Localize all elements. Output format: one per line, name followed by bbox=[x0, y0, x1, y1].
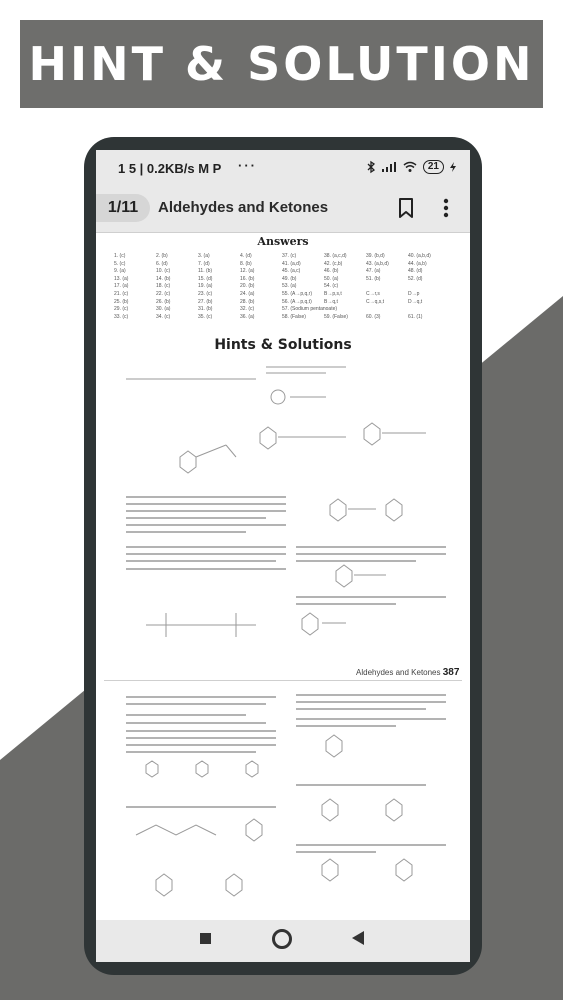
battery-icon: 21 bbox=[423, 160, 444, 174]
table-cell: 8. (b) bbox=[240, 260, 252, 267]
solutions-page-content bbox=[96, 357, 470, 667]
status-icons bbox=[367, 160, 456, 174]
table-cell: 35. (c) bbox=[198, 313, 213, 320]
table-row bbox=[114, 268, 454, 276]
table-cell: 29. (c) bbox=[114, 306, 129, 313]
table-cell: 33. (c) bbox=[114, 313, 129, 320]
table-cell: 24. (a) bbox=[240, 290, 255, 297]
page-indicator[interactable]: 1/11 bbox=[96, 194, 150, 222]
table-cell: 57. (Sodium pentanoate) bbox=[282, 306, 338, 313]
table-cell: 31. (b) bbox=[198, 306, 213, 313]
table-cell: 58. (False) bbox=[282, 313, 306, 320]
document-title: Aldehydes and Ketones bbox=[158, 199, 329, 216]
table-cell: C→r,s bbox=[366, 290, 380, 297]
table-cell: 2. (b) bbox=[156, 253, 168, 259]
table-cell: 3. (a) bbox=[198, 253, 210, 259]
table-cell: 32. (c) bbox=[240, 306, 255, 313]
table-cell: 39. (b,d) bbox=[366, 253, 385, 259]
back-button[interactable] bbox=[352, 931, 364, 945]
table-row bbox=[114, 291, 454, 299]
table-cell: 9. (a) bbox=[114, 268, 126, 275]
status-bar bbox=[96, 150, 470, 188]
table-cell bbox=[408, 306, 450, 314]
table-row bbox=[114, 276, 454, 284]
table-cell: 41. (a,d) bbox=[282, 260, 301, 267]
table-cell: D→p bbox=[408, 290, 420, 297]
bluetooth-icon bbox=[367, 161, 375, 173]
table-cell bbox=[366, 283, 408, 291]
table-row bbox=[114, 253, 454, 261]
table-cell: 23. (c) bbox=[198, 290, 213, 297]
table-cell: B→q,t bbox=[324, 298, 338, 305]
table-cell: C→q,s,t bbox=[366, 298, 385, 305]
table-cell: 50. (a) bbox=[324, 275, 339, 282]
table-cell: D→q,t bbox=[408, 298, 423, 305]
status-network-speed: 1 5 | 0.2KB/s M P bbox=[118, 161, 222, 176]
table-row bbox=[114, 299, 454, 307]
table-cell: 7. (d) bbox=[198, 260, 210, 267]
status-overflow-dots: ··· bbox=[238, 158, 257, 173]
table-row bbox=[114, 314, 454, 322]
android-nav-bar bbox=[96, 920, 470, 962]
table-cell: 56. (A→p,q,t) bbox=[282, 298, 312, 305]
banner-title: HINT & SOLUTION bbox=[28, 37, 535, 91]
table-cell: 48. (d) bbox=[408, 268, 423, 275]
table-cell: 25. (b) bbox=[114, 298, 129, 305]
table-cell: 18. (c) bbox=[156, 283, 171, 290]
table-cell: 15. (d) bbox=[198, 275, 213, 282]
table-cell: 40. (a,b,d) bbox=[408, 253, 431, 259]
table-cell: 5. (c) bbox=[114, 260, 126, 267]
table-cell: 1. (c) bbox=[114, 253, 126, 259]
charging-icon bbox=[450, 162, 456, 172]
table-cell: 43. (a,b,d) bbox=[366, 260, 389, 267]
table-cell bbox=[408, 283, 450, 291]
table-cell: 13. (a) bbox=[114, 275, 129, 282]
table-cell: 51. (b) bbox=[366, 275, 381, 282]
table-cell: 47. (a) bbox=[366, 268, 381, 275]
table-cell: 37. (c) bbox=[282, 253, 297, 259]
page-number: 387 bbox=[442, 667, 460, 678]
page-footer-label: Aldehydes and Ketones bbox=[356, 668, 441, 677]
table-cell: 36. (a) bbox=[240, 313, 255, 320]
recents-button[interactable] bbox=[200, 933, 211, 944]
table-cell: 6. (d) bbox=[156, 260, 168, 267]
table-cell: 60. (3) bbox=[366, 313, 381, 320]
wifi-icon bbox=[403, 161, 417, 173]
table-cell: 21. (c) bbox=[114, 290, 129, 297]
table-cell: 54. (c) bbox=[324, 283, 339, 290]
table-row bbox=[114, 306, 454, 314]
phone-screen bbox=[96, 150, 470, 962]
table-cell: 14. (b) bbox=[156, 275, 171, 282]
table-cell: 10. (c) bbox=[156, 268, 171, 275]
table-cell: 49. (b) bbox=[282, 275, 297, 282]
table-cell: 59. (False) bbox=[324, 313, 348, 320]
table-row bbox=[114, 283, 454, 291]
table-cell: 42. (c,b) bbox=[324, 260, 343, 267]
answers-table bbox=[114, 253, 454, 321]
signal-icon bbox=[381, 161, 397, 173]
table-cell bbox=[324, 306, 366, 314]
table-cell: 20. (b) bbox=[240, 283, 255, 290]
reader-toolbar bbox=[96, 188, 470, 233]
table-cell: B→p,s,t bbox=[324, 290, 342, 297]
table-cell: 19. (a) bbox=[198, 283, 213, 290]
home-button[interactable] bbox=[272, 929, 292, 949]
table-cell: 46. (b) bbox=[324, 268, 339, 275]
table-cell: 4. (d) bbox=[240, 253, 252, 259]
page-footer bbox=[356, 667, 459, 678]
table-cell: 17. (a) bbox=[114, 283, 129, 290]
table-row bbox=[114, 261, 454, 269]
document-page[interactable] bbox=[96, 233, 470, 920]
table-cell: 38. (a,c,d) bbox=[324, 253, 347, 259]
bookmark-icon[interactable] bbox=[394, 196, 418, 220]
table-cell: 12. (a) bbox=[240, 268, 255, 275]
answers-heading: Answers bbox=[257, 235, 309, 248]
table-cell: 27. (b) bbox=[198, 298, 213, 305]
table-cell: 44. (a,b) bbox=[408, 260, 427, 267]
header-banner bbox=[20, 20, 543, 108]
table-cell: 34. (c) bbox=[156, 313, 171, 320]
next-page-content bbox=[96, 685, 470, 920]
table-cell: 61. (1) bbox=[408, 313, 423, 320]
more-vertical-icon[interactable] bbox=[438, 196, 454, 220]
table-cell: 52. (d) bbox=[408, 275, 423, 282]
table-cell: 11. (b) bbox=[198, 268, 213, 275]
table-cell: 26. (b) bbox=[156, 298, 171, 305]
table-cell: 28. (b) bbox=[240, 298, 255, 305]
table-cell: 22. (c) bbox=[156, 290, 171, 297]
solutions-heading: Hints & Solutions bbox=[214, 337, 352, 353]
page-separator bbox=[104, 680, 462, 681]
table-cell: 45. (a,c) bbox=[282, 268, 301, 275]
table-cell: 55. (A→p,q,r) bbox=[282, 290, 313, 297]
table-cell: 16. (b) bbox=[240, 275, 255, 282]
table-cell: 30. (a) bbox=[156, 306, 171, 313]
table-cell: 53. (a) bbox=[282, 283, 297, 290]
table-cell bbox=[366, 306, 408, 314]
